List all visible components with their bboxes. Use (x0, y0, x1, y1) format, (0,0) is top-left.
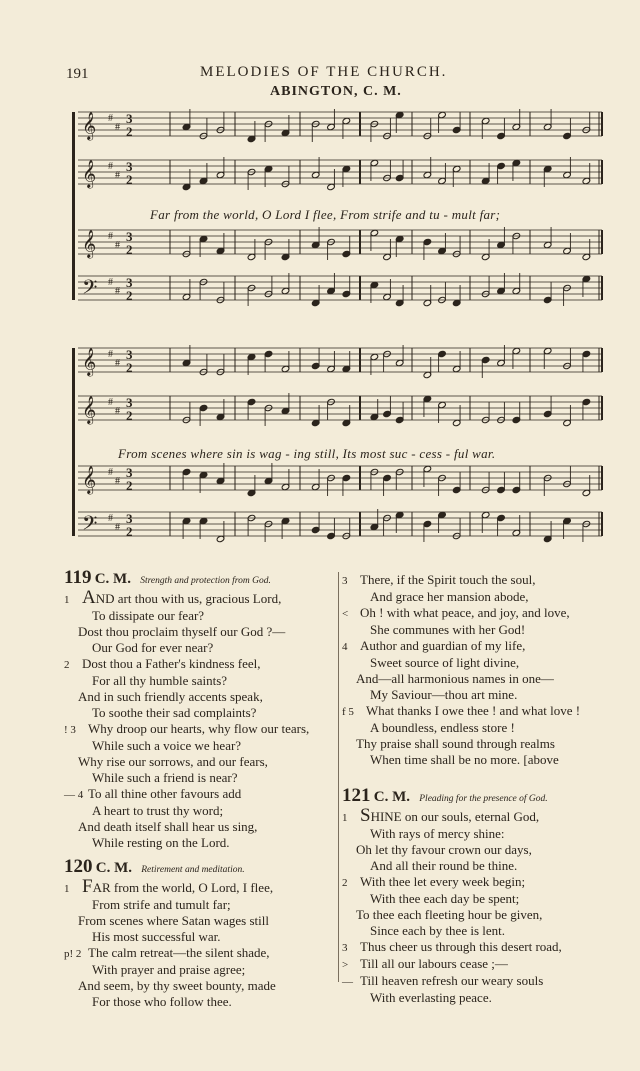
staff (78, 509, 602, 543)
verse-line (342, 858, 622, 874)
verse-line (64, 689, 336, 705)
verse-text: To dissipate our fear? (92, 608, 205, 623)
verse-text: With thee let every week begin; (360, 874, 526, 889)
verse-text: And all their round be thine. (370, 858, 518, 873)
hymn-119-verses (64, 587, 336, 851)
sharp-icon: # (108, 161, 113, 172)
verse-mark: 1 (64, 883, 70, 895)
running-head: MELODIES OF THE CHURCH. (200, 64, 448, 80)
verse-mark: 1 (342, 812, 348, 824)
verse-line (64, 721, 336, 738)
verse-line (342, 826, 622, 842)
verse-text: While such a voice we hear? (92, 738, 242, 753)
verse-text: With prayer and praise agree; (92, 962, 246, 977)
bass-clef-icon: 𝄢 (82, 275, 98, 304)
verse-line (342, 842, 622, 858)
right-column (342, 572, 622, 1006)
verse-mark: f 5 (342, 706, 354, 718)
time-signature-top: 3 (126, 347, 133, 362)
hymn-120-continued-verses (342, 572, 622, 768)
verse-text: Author and guardian of my life, (360, 638, 526, 653)
staff (78, 109, 602, 143)
hymn-120-verses (64, 876, 336, 1010)
sharp-icon: # (115, 358, 120, 369)
verse-text: Sweet source of light divine, (370, 655, 520, 670)
hymn-meter: C. M. (373, 789, 410, 805)
left-column (64, 567, 336, 1010)
column-divider (338, 572, 339, 982)
verse-line (64, 876, 336, 897)
verse-mark: 3 (342, 575, 348, 587)
verse-line (64, 962, 336, 978)
sharp-icon: # (108, 277, 113, 288)
verse-line (342, 956, 622, 973)
verse-text: When time shall be no more. [above (370, 752, 559, 767)
sharp-icon: # (108, 231, 113, 242)
sharp-icon: # (115, 286, 120, 297)
hymn-meter: C. M. (95, 860, 132, 876)
verse-text: With everlasting peace. (370, 990, 492, 1005)
hymn-title: Pleading for the presence of God. (419, 794, 548, 804)
verse-line (64, 994, 336, 1010)
drop-cap: S (360, 805, 371, 826)
verse-line (64, 705, 336, 721)
verse-line (342, 907, 622, 923)
verse-text: For all thy humble saints? (92, 673, 228, 688)
time-signature-bottom: 2 (126, 242, 133, 257)
verse-text: His most successful war. (92, 929, 221, 944)
verse-text: Oh ! with what peace, and joy, and love, (360, 605, 570, 620)
verse-line (64, 673, 336, 689)
hymn-121-verses (342, 805, 622, 1006)
time-signature-bottom: 2 (126, 408, 133, 423)
hymn-121-heading (342, 785, 622, 807)
bass-clef-icon: 𝄢 (82, 511, 98, 540)
time-signature-top: 3 (126, 465, 133, 480)
treble-clef-icon: 𝄞 (82, 111, 97, 140)
verse-text: Why droop our hearts, why flow our tears, (88, 721, 310, 736)
hymn-number: 121 (342, 785, 371, 806)
verse-mark: 3 (342, 942, 348, 954)
verse-text: From scenes where Satan wages still (78, 913, 269, 928)
verse-line (342, 655, 622, 671)
verse-line (64, 738, 336, 754)
verse-text: Dost thou a Father's kindness feel, (82, 656, 261, 671)
verse-line (64, 945, 336, 962)
verse-text: With rays of mercy shine: (370, 826, 505, 841)
verse-line (342, 605, 622, 622)
verse-line (64, 656, 336, 673)
hymn-title: Strength and protection from God. (140, 576, 271, 586)
verse-text: While resting on the Lord. (92, 835, 230, 850)
staff (78, 345, 602, 379)
verse-line (64, 770, 336, 786)
time-signature-top: 3 (126, 111, 133, 126)
lyrics-system-2: From scenes where sin is wag - ing still, Its most suc - cess - ful war. (118, 446, 496, 461)
sharp-icon: # (108, 113, 113, 124)
verse-text: And death itself shall hear us sing, (78, 819, 258, 834)
verse-line (64, 786, 336, 803)
verse-text: And in such friendly accents speak, (78, 689, 263, 704)
time-signature-top: 3 (126, 159, 133, 174)
verse-line (342, 589, 622, 605)
verse-line (64, 835, 336, 851)
verse-text: To soothe their sad complaints? (92, 705, 257, 720)
verse-line (342, 939, 622, 956)
verse-line (342, 638, 622, 655)
verse-text: From strife and tumult far; (92, 897, 231, 912)
time-signature-bottom: 2 (126, 172, 133, 187)
verse-text: AR from the world, O Lord, I flee, (92, 880, 274, 895)
verse-text: A heart to trust thy word; (92, 803, 224, 818)
lyrics-system-1: Far from the world, O Lord I flee, From strife and tu - mult far; (150, 207, 501, 222)
verse-text: While such a friend is near? (92, 770, 238, 785)
verse-line (342, 923, 622, 939)
verse-line (342, 973, 622, 990)
verse-mark: — 4 (64, 789, 84, 801)
verse-mark: 2 (342, 877, 348, 889)
verse-line (342, 671, 622, 687)
verse-text: My Saviour—thou art mine. (370, 687, 518, 702)
time-signature-bottom: 2 (126, 524, 133, 539)
hymn-120-heading (64, 856, 336, 878)
verse-text: Thus cheer us through this desert road, (360, 939, 562, 954)
time-signature-bottom: 2 (126, 360, 133, 375)
verse-line (342, 874, 622, 891)
verse-text: Dost thou proclaim thyself our God ?— (78, 624, 286, 639)
sharp-icon: # (108, 349, 113, 360)
verse-line (342, 703, 622, 720)
verse-text: Thy praise shall sound through realms (356, 736, 555, 751)
verse-text: HINE on our souls, eternal God, (370, 809, 540, 824)
verse-line (342, 891, 622, 907)
verse-text: To all thine other favours add (88, 786, 242, 801)
verse-line (64, 978, 336, 994)
sharp-icon: # (115, 170, 120, 181)
verse-text: For those who follow thee. (92, 994, 232, 1009)
time-signature-top: 3 (126, 229, 133, 244)
verse-text: Till heaven refresh our weary souls (360, 973, 544, 988)
treble-clef-icon: 𝄞 (82, 229, 97, 258)
treble-clef-icon: 𝄞 (82, 465, 97, 494)
drop-cap: A (82, 587, 96, 608)
sharp-icon: # (115, 476, 120, 487)
verse-mark: > (342, 959, 349, 971)
sharp-icon: # (108, 397, 113, 408)
system-bracket (72, 348, 75, 536)
verse-text: Why rise our sorrows, and our fears, (78, 754, 268, 769)
time-signature-top: 3 (126, 395, 133, 410)
hymn-number: 120 (64, 856, 93, 877)
verse-text: Since each by thee is lent. (370, 923, 506, 938)
hymn-meter: C. M. (94, 571, 131, 587)
staff (78, 227, 602, 261)
verse-line (342, 622, 622, 638)
drop-cap: F (82, 876, 93, 897)
staff (78, 463, 602, 497)
system-bracket (72, 112, 75, 300)
verse-text: With thee each day be spent; (370, 891, 520, 906)
treble-clef-icon: 𝄞 (82, 395, 97, 424)
verse-text: ND art thou with us, gracious Lord, (95, 591, 282, 606)
verse-line (64, 754, 336, 770)
verse-text: Till all our labours cease ;— (360, 956, 508, 971)
sharp-icon: # (108, 467, 113, 478)
staff (78, 273, 602, 307)
verse-line (64, 929, 336, 945)
verse-text: To thee each fleeting hour be given, (356, 907, 543, 922)
staff (78, 157, 602, 191)
hymn-number: 119 (64, 567, 92, 588)
tune-name: ABINGTON, C. M. (270, 84, 402, 99)
verse-mark: — (342, 976, 353, 988)
verse-text: And grace her mansion abode, (370, 589, 529, 604)
verse-line (342, 736, 622, 752)
verse-text: Oh let thy favour crown our days, (356, 842, 532, 857)
hymn-119-heading (64, 567, 336, 589)
verse-text: The calm retreat—the silent shade, (88, 945, 270, 960)
verse-mark: ! 3 (64, 724, 76, 736)
verse-line (342, 572, 622, 589)
verse-line (342, 752, 622, 768)
time-signature-bottom: 2 (126, 478, 133, 493)
verse-line (64, 897, 336, 913)
verse-text: And seem, by thy sweet bounty, made (78, 978, 276, 993)
verse-line (342, 990, 622, 1006)
sharp-icon: # (115, 522, 120, 533)
sharp-icon: # (108, 513, 113, 524)
page-number: 191 (66, 66, 89, 82)
verse-mark: p! 2 (64, 948, 82, 960)
verse-line (342, 805, 622, 826)
verse-line (64, 608, 336, 624)
time-signature-top: 3 (126, 511, 133, 526)
verse-line (64, 913, 336, 929)
sharp-icon: # (115, 406, 120, 417)
hymn-title: Retirement and meditation. (141, 865, 245, 875)
verse-line (64, 803, 336, 819)
treble-clef-icon: 𝄞 (82, 347, 97, 376)
verse-line (64, 640, 336, 656)
verse-line (64, 624, 336, 640)
verse-text: And—all harmonious names in one— (356, 671, 554, 686)
treble-clef-icon: 𝄞 (82, 159, 97, 188)
verse-text: There, if the Spirit touch the soul, (360, 572, 536, 587)
verse-text: She communes with her God! (370, 622, 526, 637)
verse-mark: 1 (64, 594, 70, 606)
time-signature-bottom: 2 (126, 288, 133, 303)
time-signature-bottom: 2 (126, 124, 133, 139)
staff (78, 393, 602, 427)
verse-text: What thanks I owe thee ! and what love ! (366, 703, 581, 718)
verse-text: A boundless, endless store ! (370, 720, 515, 735)
sharp-icon: # (115, 240, 120, 251)
time-signature-top: 3 (126, 275, 133, 290)
verse-line (342, 687, 622, 703)
verse-line (64, 819, 336, 835)
verse-mark: 2 (64, 659, 70, 671)
verse-mark: 4 (342, 641, 348, 653)
sharp-icon: # (115, 122, 120, 133)
verse-line (342, 720, 622, 736)
verse-line (64, 587, 336, 608)
verse-mark: < (342, 608, 349, 620)
verse-text: Our God for ever near? (92, 640, 214, 655)
